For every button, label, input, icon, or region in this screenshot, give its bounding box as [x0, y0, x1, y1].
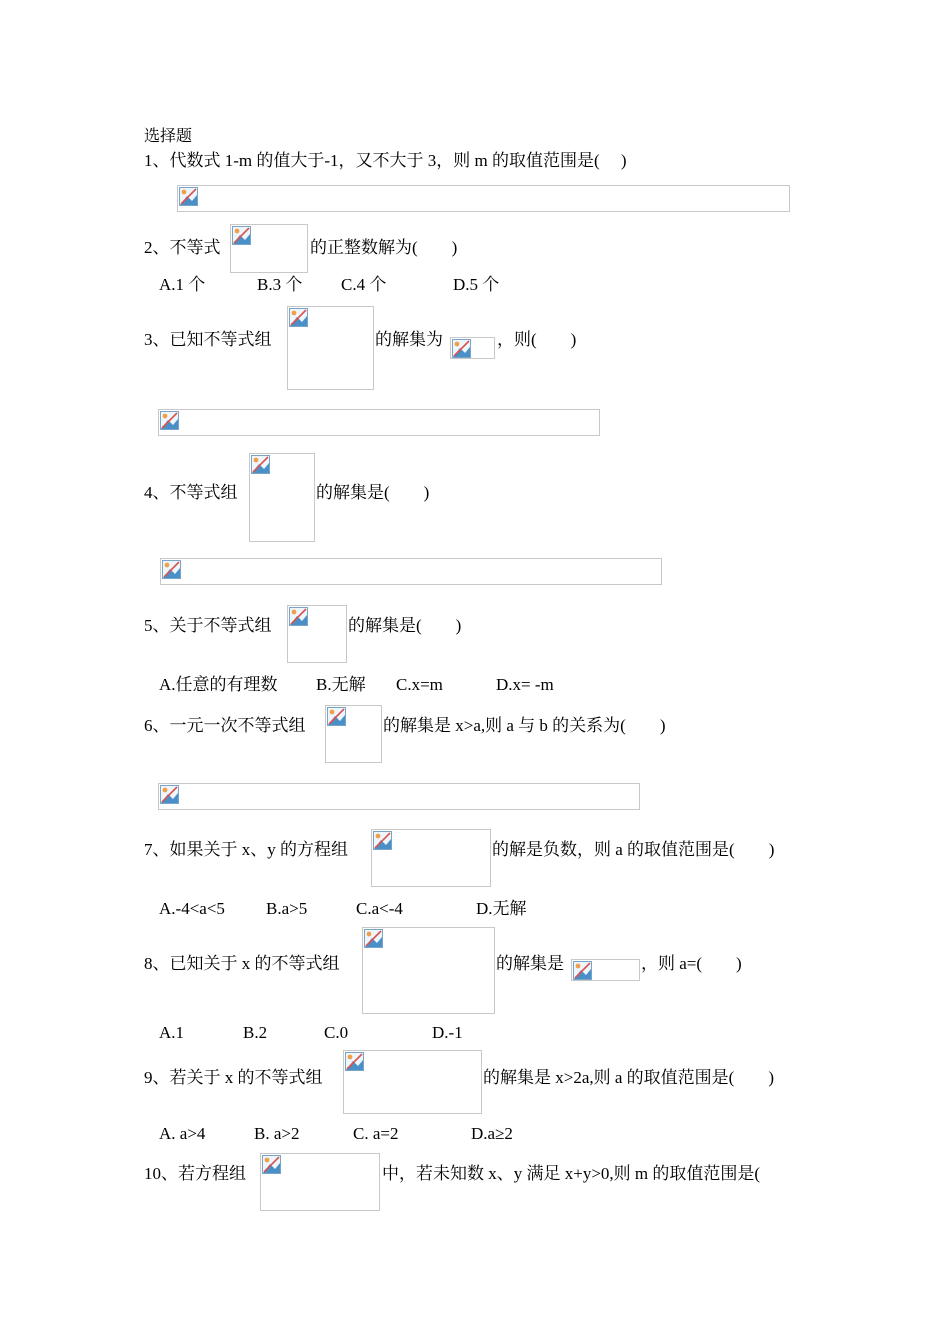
question-5-suffix: 的解集是( ): [348, 616, 462, 635]
question-7-option-c: C.a<-4: [356, 899, 403, 918]
question-6-prefix: 6、一元一次不等式组: [144, 716, 306, 735]
question-8-system-image: [362, 927, 495, 1014]
question-5-system-image: [287, 605, 347, 663]
question-10-prefix: 10、若方程组: [144, 1164, 246, 1183]
question-2-option-a: A.1 个: [159, 275, 206, 294]
question-2-suffix: 的正整数解为( ): [310, 238, 458, 257]
question-6-suffix: 的解集是 x>a,则 a 与 b 的关系为( ): [383, 716, 666, 735]
question-4-options-image: [160, 558, 662, 585]
section-heading: 选择题: [144, 126, 193, 145]
question-9-option-b: B. a>2: [254, 1124, 300, 1143]
question-8-prefix: 8、已知关于 x 的不等式组: [144, 954, 340, 973]
broken-image-icon: [345, 1052, 364, 1071]
question-9-option-c: C. a=2: [353, 1124, 399, 1143]
broken-image-icon: [364, 929, 383, 948]
broken-image-icon: [289, 308, 308, 327]
question-5-option-d: D.x= -m: [496, 675, 554, 694]
question-2-formula-image: [230, 224, 308, 273]
question-10-system-image: [260, 1153, 380, 1211]
broken-image-icon: [251, 455, 270, 474]
question-1-options-image: [177, 185, 790, 212]
question-5-option-a: A.任意的有理数: [159, 675, 278, 694]
broken-image-icon: [160, 785, 179, 804]
question-2-option-d: D.5 个: [453, 275, 500, 294]
broken-image-icon: [160, 411, 179, 430]
question-7-suffix: 的解是负数，则 a 的取值范围是( ): [492, 840, 775, 859]
question-6-options-image: [158, 783, 640, 810]
question-3-prefix: 3、已知不等式组: [144, 330, 272, 349]
question-3-solution-image: [450, 337, 495, 359]
question-8-option-d: D.-1: [432, 1023, 463, 1042]
question-5-option-b: B.无解: [316, 675, 366, 694]
broken-image-icon: [262, 1155, 281, 1174]
broken-image-icon: [179, 187, 198, 206]
question-6-system-image: [325, 705, 382, 763]
broken-image-icon: [162, 560, 181, 579]
question-9-option-d: D.a≥2: [471, 1124, 513, 1143]
question-8-middle: 的解集是: [496, 954, 564, 973]
question-8-option-a: A.1: [159, 1023, 185, 1042]
question-8-option-c: C.0: [324, 1023, 349, 1042]
question-7-system-image: [371, 829, 491, 887]
question-9-suffix: 的解集是 x>2a,则 a 的取值范围是( ): [483, 1068, 774, 1087]
broken-image-icon: [232, 226, 251, 245]
question-10-suffix: 中，若未知数 x、y 满足 x+y>0,则 m 的取值范围是(: [382, 1164, 761, 1183]
question-4-suffix: 的解集是( ): [316, 483, 430, 502]
broken-image-icon: [289, 607, 308, 626]
question-3-middle: 的解集为: [375, 330, 443, 349]
question-9-option-a: A. a>4: [159, 1124, 206, 1143]
question-2-option-c: C.4 个: [341, 275, 387, 294]
question-3-system-image: [287, 306, 374, 390]
broken-image-icon: [373, 831, 392, 850]
question-3-suffix: ，则( ): [497, 330, 577, 349]
question-4-prefix: 4、不等式组: [144, 483, 238, 502]
question-5-option-c: C.x=m: [396, 675, 443, 694]
question-7-option-d: D.无解: [476, 899, 527, 918]
question-2-option-b: B.3 个: [257, 275, 303, 294]
question-1-text: 1、代数式 1-m 的值大于-1，又不大于 3，则 m 的取值范围是( ): [144, 151, 627, 170]
question-9-system-image: [343, 1050, 482, 1114]
question-8-option-b: B.2: [243, 1023, 268, 1042]
question-8-suffix: ，则 a=( ): [641, 954, 742, 973]
question-3-options-image: [158, 409, 600, 436]
question-2-prefix: 2、不等式: [144, 238, 221, 257]
question-7-option-b: B.a>5: [266, 899, 308, 918]
broken-image-icon: [573, 961, 592, 980]
question-8-solution-image: [571, 959, 640, 981]
question-4-system-image: [249, 453, 315, 542]
question-9-prefix: 9、若关于 x 的不等式组: [144, 1068, 323, 1087]
broken-image-icon: [452, 339, 471, 358]
broken-image-icon: [327, 707, 346, 726]
question-5-prefix: 5、关于不等式组: [144, 616, 272, 635]
question-7-prefix: 7、如果关于 x、y 的方程组: [144, 840, 348, 859]
question-7-option-a: A.-4<a<5: [159, 899, 225, 918]
